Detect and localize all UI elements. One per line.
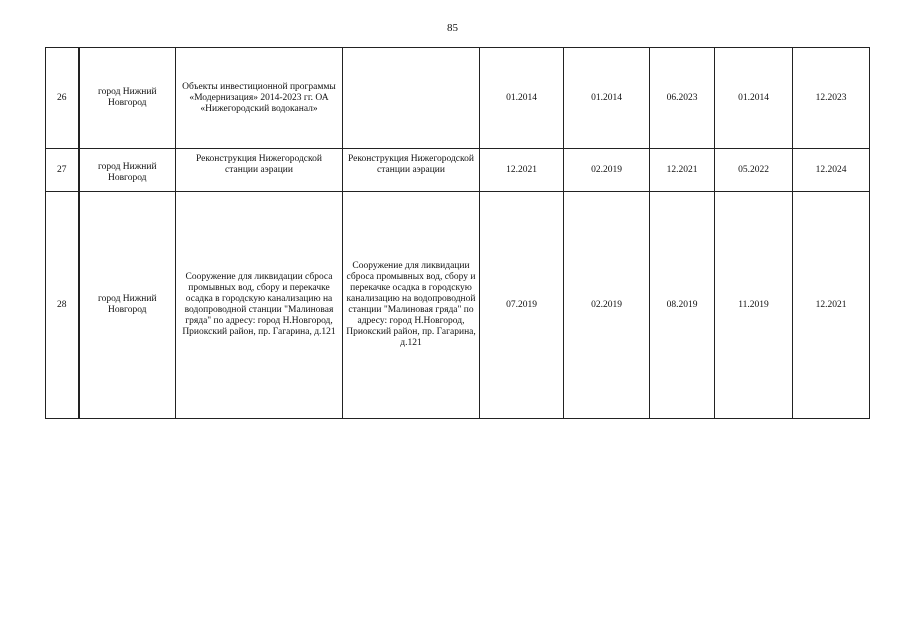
page-number: 85 bbox=[447, 22, 458, 34]
table-row bbox=[46, 192, 870, 419]
row-number-cell: 28 bbox=[46, 192, 79, 419]
date-cell: 01.2014 bbox=[715, 48, 793, 149]
date-cell: 01.2014 bbox=[480, 48, 564, 149]
date-cell: 01.2014 bbox=[564, 48, 650, 149]
date-cell: 12.2024 bbox=[793, 149, 870, 192]
date-cell: 12.2023 bbox=[793, 48, 870, 149]
object-description-cell bbox=[343, 48, 480, 149]
table-row bbox=[46, 48, 870, 149]
date-cell: 02.2019 bbox=[564, 192, 650, 419]
date-cell: 08.2019 bbox=[650, 192, 715, 419]
date-cell: 12.2021 bbox=[650, 149, 715, 192]
date-cell: 12.2021 bbox=[480, 149, 564, 192]
date-cell: 02.2019 bbox=[564, 149, 650, 192]
row-number-cell: 27 bbox=[46, 149, 79, 192]
city-cell: город Нижний Новгород bbox=[79, 149, 176, 192]
investment-objects-table bbox=[45, 47, 870, 419]
row-number-cell: 26 bbox=[46, 48, 79, 149]
object-description-cell: Сооружение для ликвидации сброса промывных вод, сбору и перекачке осадка в городскую канализацию на водопроводной станции "Малиновая гряда" по адресу: город Н.Новгород, Приокский район, пр. Гагарина, д.121 bbox=[343, 192, 480, 419]
object-name-cell: Сооружение для ликвидации сброса промывных вод, сбору и перекачке осадка в городскую канализацию на водопроводной станции "Малиновая гряда" по адресу: город Н.Новгород, Приокский район, пр. Гагарина, д.121 bbox=[176, 192, 343, 419]
date-cell: 12.2021 bbox=[793, 192, 870, 419]
date-cell: 05.2022 bbox=[715, 149, 793, 192]
date-cell: 06.2023 bbox=[650, 48, 715, 149]
date-cell: 11.2019 bbox=[715, 192, 793, 419]
object-description-cell: Реконструкция Нижегородской станции аэрации bbox=[343, 149, 480, 192]
table-row bbox=[46, 149, 870, 192]
city-cell: город Нижний Новгород bbox=[79, 192, 176, 419]
date-cell: 07.2019 bbox=[480, 192, 564, 419]
object-name-cell: Реконструкция Нижегородской станции аэрации bbox=[176, 149, 343, 192]
city-cell: город Нижний Новгород bbox=[79, 48, 176, 149]
object-name-cell: Объекты инвестиционной программы «Модернизация» 2014-2023 гг. ОА «Нижегородский водоканал» bbox=[176, 48, 343, 149]
